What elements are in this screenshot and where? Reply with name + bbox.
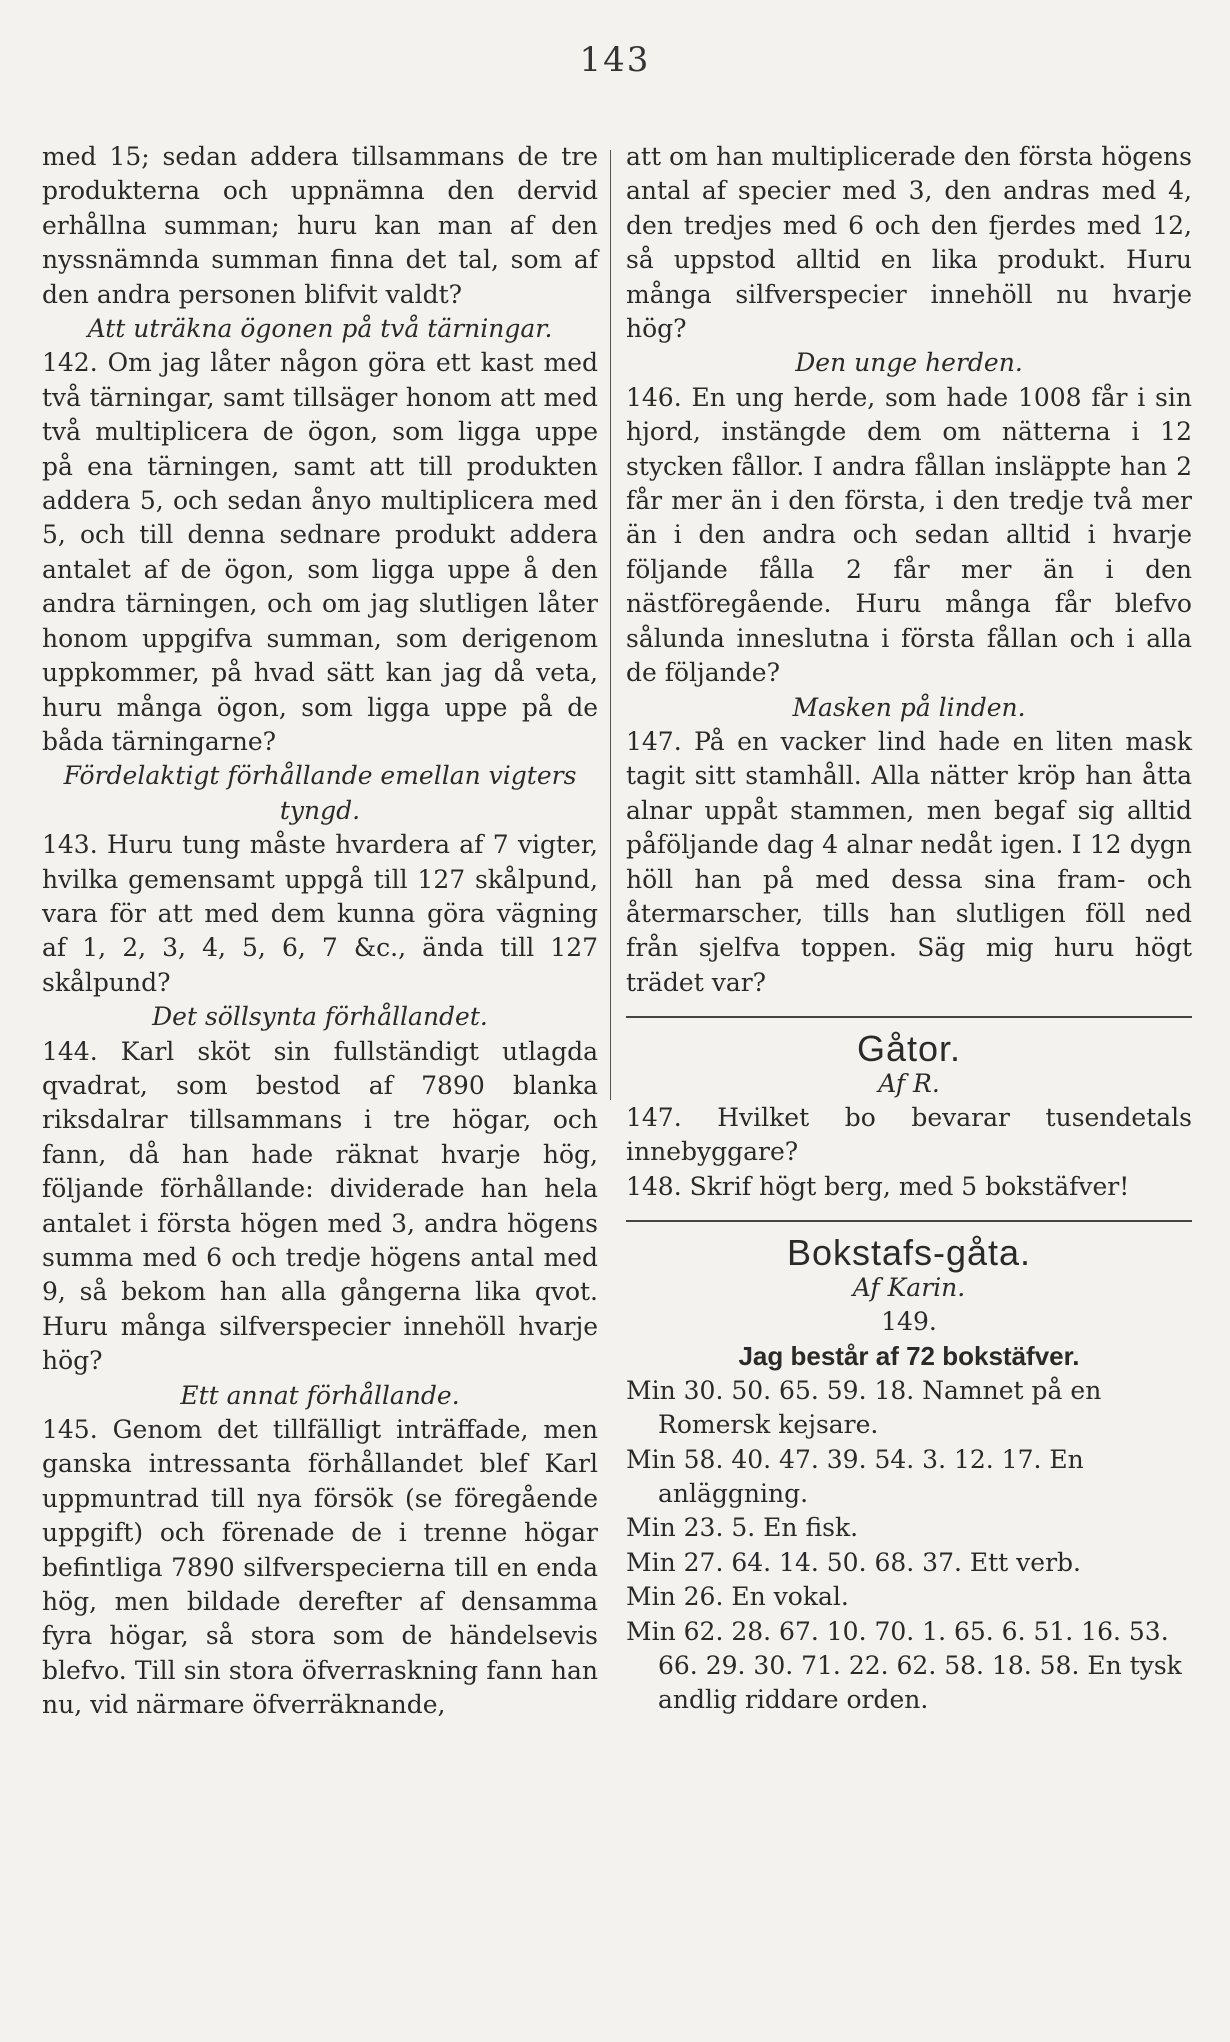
problem-145: 145. Genom det tillfälligt inträffade, men ganska intressanta förhållandet blef Karl uppmuntrad till nya försök (se föregående uppgift) och förenade de i trenne högar befintliga 7890 silfverspecierna till en enda hög, men bildade derefter af densamma fyra högar, så stora som de händelsevis blefvo. Till sin stora öfverraskning fann han nu, vid närmare öfverräknande, [42, 1415, 598, 1720]
riddle-147: 147. Hvilket bo bevarar tusendetals innebyggare? [626, 1102, 1192, 1167]
section-heading: Det söllsynta förhållandet. [152, 1002, 488, 1032]
riddle-row: Min 26. En vokal. [626, 1582, 849, 1612]
problem-144: 144. Karl sköt sin fullständigt utlagda qvadrat, som bestod af 7890 blanka riksdalrar tillsammans i tre högar, och fann, då han hade räknat hvarje hög, följande förhållande: dividerade han hela antalet i första högen med 3, andra högens summa med 6 och tredje högens antal med 9, så bekom han alla gångerna lika qvot. Huru många silfverspecier innehöll hvarje hög? [42, 1036, 598, 1376]
text-paragraph: att om han multiplicerade den första högens antal af specier med 3, den andras med 4, den tredjes med 6 och den fjerdes med 12, så uppstod alltid en lika produkt. Huru många silfverspecier innehöll nu hvarje hög? [626, 142, 1192, 344]
gator-author: Af R. [878, 1068, 940, 1098]
riddle-subtitle: Jag består af 72 bokstäfver. [738, 1341, 1080, 1372]
riddle-148: 148. Skrif högt berg, med 5 bokstäfver! [626, 1171, 1130, 1201]
text-paragraph: med 15; sedan addera tillsammans de tre produkterna och uppnämna den dervid erhållna summan; huru kan man af den nyssnämnda summan finna det tal, som af den andra personen blifvit valdt? [42, 142, 598, 309]
problem-143: 143. Huru tung måste hvardera af 7 vigter, hvilka gemensamt uppgå till 127 skålpund, vara för att med dem kunna göra vägning af 1, 2, 3, 4, 5, 6, 7 &c., ända till 127 skålpund? [42, 830, 598, 997]
riddle-number: 149. [881, 1307, 937, 1336]
section-heading: Den unge herden. [795, 348, 1023, 378]
riddle-row: Min 23. 5. En fisk. [626, 1513, 859, 1543]
bokstafs-author: Af Karin. [852, 1272, 966, 1302]
problem-147: 147. På en vacker lind hade en liten mask tagit sitt stamhåll. Alla nätter kröp han åtta alnar uppåt stammen, men begaf sig alltid påföljande dag 4 alnar nedåt igen. I 12 dygn höll han på med dessa sina fram- och återmarscher, tills han slutligen föll ned från sjelfva toppen. Säg mig huru högt trädet var? [626, 726, 1192, 997]
riddle-row: Min 30. 50. 65. 59. 18. Namnet på en Romersk kejsare. [626, 1375, 1102, 1440]
riddle-row: Min 62. 28. 67. 10. 70. 1. 65. 6. 51. 16. 53. 66. 29. 30. 71. 22. 62. 58. 18. 58. En tysk andlig riddare orden. [626, 1616, 1182, 1715]
right-column [626, 140, 1192, 1718]
column-divider [610, 150, 611, 1100]
section-heading: Masken på linden. [792, 692, 1026, 722]
section-heading: Fördelaktigt förhållande emellan vigters tyngd. [63, 761, 577, 825]
bokstafs-title: Bokstafs-gåta. [786, 1232, 1032, 1274]
riddle-row: Min 58. 40. 47. 39. 54. 3. 12. 17. En anläggning. [626, 1444, 1084, 1509]
section-heading: Ett annat förhållande. [180, 1380, 460, 1410]
section-rule [626, 1016, 1192, 1018]
page-number: 143 [579, 40, 651, 80]
problem-146: 146. En ung herde, som hade 1008 får i sin hjord, instängde dem om nätterna i 12 stycken fållor. I andra fållan insläppte han 2 får mer än i den första, i den tredje två mer än i den andra och sedan alltid i hvarje följande fålla 2 får mer än i den nästföregående. Huru många får blefvo sålunda inneslutna i första fållan och i alla de följande? [626, 382, 1192, 688]
gator-title: Gåtor. [856, 1028, 962, 1070]
left-column [42, 140, 598, 1723]
riddle-row: Min 27. 64. 14. 50. 68. 37. Ett verb. [626, 1547, 1081, 1577]
problem-142: 142. Om jag låter någon göra ett kast med två tärningar, samt tillsäger honom att med två multiplicera de ögon, som ligga uppe på ena tärningen, samt att till produkten addera 5, och sedan ånyo multiplicera med 5, och till denna sednare produkt addera antalet af de ögon, som ligga uppe å den andra tärningen, och om jag slutligen låter honom uppgifva summan, som derigenom uppkommer, på hvad sätt kan jag då veta, huru många ögon, som ligga uppe på de båda tärningarne? [42, 348, 598, 756]
section-rule [626, 1220, 1192, 1222]
section-heading: Att uträkna ögonen på två tärningar. [87, 314, 553, 344]
